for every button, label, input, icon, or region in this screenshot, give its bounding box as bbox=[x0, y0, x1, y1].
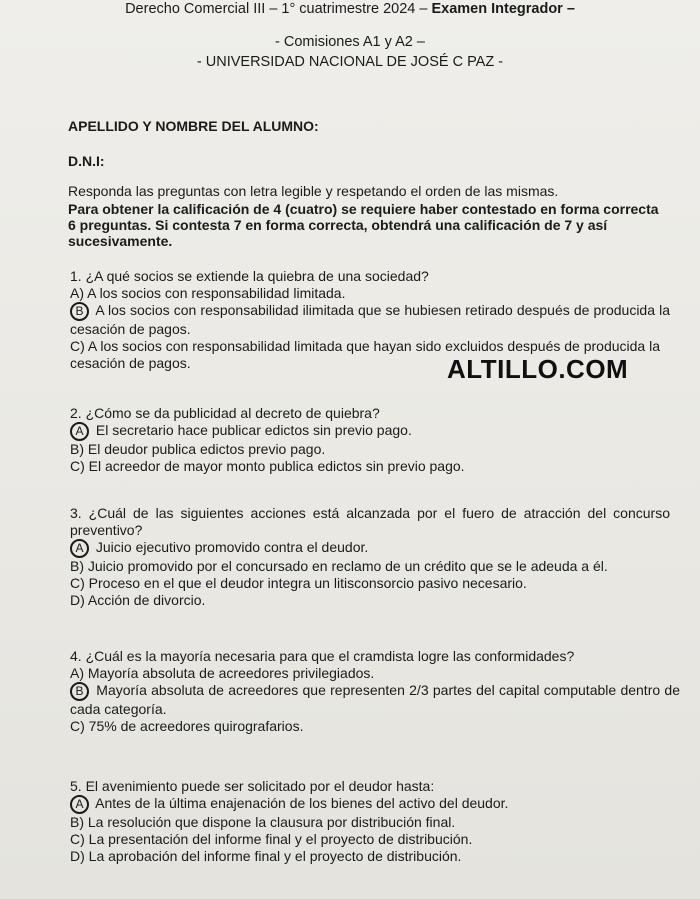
option-a: A) A los socios con responsabilidad limitada. bbox=[70, 285, 346, 301]
instructions-bold: Para obtener la calificación de 4 (cuatro) se requiere haber contestado en forma correcta 6 preguntas. Si contesta 7 en forma correcta, obtendrá una calificación de 7 y así sucesivamente. bbox=[68, 201, 659, 249]
option-b: B) El deudor publica edictos previo pago. bbox=[70, 441, 326, 457]
option-d: D) La aprobación del informe final y el proyecto de distribución. bbox=[70, 848, 462, 864]
watermark: ALTILLO.COM bbox=[447, 354, 629, 384]
question-text: 2. ¿Cómo se da publicidad al decreto de quiebra? bbox=[70, 405, 380, 421]
exam-type: Examen Integrador – bbox=[431, 1, 575, 17]
option-a: A Antes de la última enajenación de los bienes del activo del deudor. bbox=[70, 795, 670, 814]
question-text: 4. ¿Cuál es la mayoría necesaria para que el cramdista logre las conformidades? bbox=[70, 648, 575, 664]
option-b: B Mayoría absoluta de acreedores que representen 2/3 partes del capital computable dentro de cada categoría. bbox=[70, 682, 680, 717]
answer-mark-icon: A bbox=[70, 539, 89, 558]
question-text: 5. El avenimiento puede ser solicitado por el deudor hasta: bbox=[70, 778, 435, 794]
question-4 bbox=[70, 648, 680, 735]
exam-header-line1 bbox=[0, 1, 700, 17]
answer-mark-icon: B bbox=[70, 302, 89, 321]
option-c: C) El acreedor de mayor monto publica edictos sin previo pago. bbox=[70, 458, 465, 474]
option-a: A El secretario hace publicar edictos sin previo pago. bbox=[70, 422, 670, 441]
exam-header-line2: - Comisiones A1 y A2 – bbox=[275, 34, 425, 50]
question-2 bbox=[70, 405, 670, 475]
question-5 bbox=[70, 778, 670, 865]
question-1 bbox=[70, 268, 670, 372]
dni-label: D.N.I: bbox=[68, 153, 105, 169]
option-c: C) A los socios con responsabilidad limitada que hayan sido excluidos después de producida la cesación de pagos. bbox=[70, 338, 660, 371]
student-name-label: APELLIDO Y NOMBRE DEL ALUMNO: bbox=[68, 118, 319, 134]
option-a: A) Mayoría absoluta de acreedores privilegiados. bbox=[70, 665, 375, 681]
answer-mark-icon: A bbox=[70, 795, 89, 814]
question-3 bbox=[70, 505, 670, 609]
answer-mark-icon: A bbox=[70, 422, 89, 441]
option-c: C) Proceso en el que el deudor integra un litisconsorcio pasivo necesario. bbox=[70, 575, 527, 591]
option-c: C) La presentación del informe final y el proyecto de distribución. bbox=[70, 831, 473, 847]
option-c: C) 75% de acreedores quirografarios. bbox=[70, 718, 304, 734]
option-b: B) La resolución que dispone la clausura por distribución final. bbox=[70, 814, 456, 830]
option-d: D) Acción de divorcio. bbox=[70, 592, 206, 608]
exam-header-line3: - UNIVERSIDAD NACIONAL DE JOSÉ C PAZ - bbox=[196, 54, 504, 70]
answer-mark-icon: B bbox=[70, 682, 89, 701]
option-b: B) Juicio promovido por el concursado en reclamo de un crédito que se le adeuda a él. bbox=[70, 558, 608, 574]
question-text: 3. ¿Cuál de las siguientes acciones está alcanzada por el fuero de atracción del concurso preventivo? bbox=[70, 505, 670, 538]
question-text: 1. ¿A qué socios se extiende la quiebra de una sociedad? bbox=[70, 268, 429, 284]
instructions-normal: Responda las preguntas con letra legible y respetando el orden de las mismas. bbox=[68, 183, 559, 199]
course-title: Derecho Comercial III – 1° cuatrimestre 2024 – bbox=[125, 1, 432, 17]
option-b: B A los socios con responsabilidad ilimitada que se hubiesen retirado después de producida la cesación de pagos. bbox=[70, 302, 670, 337]
option-a: A Juicio ejecutivo promovido contra el deudor. bbox=[70, 539, 670, 558]
